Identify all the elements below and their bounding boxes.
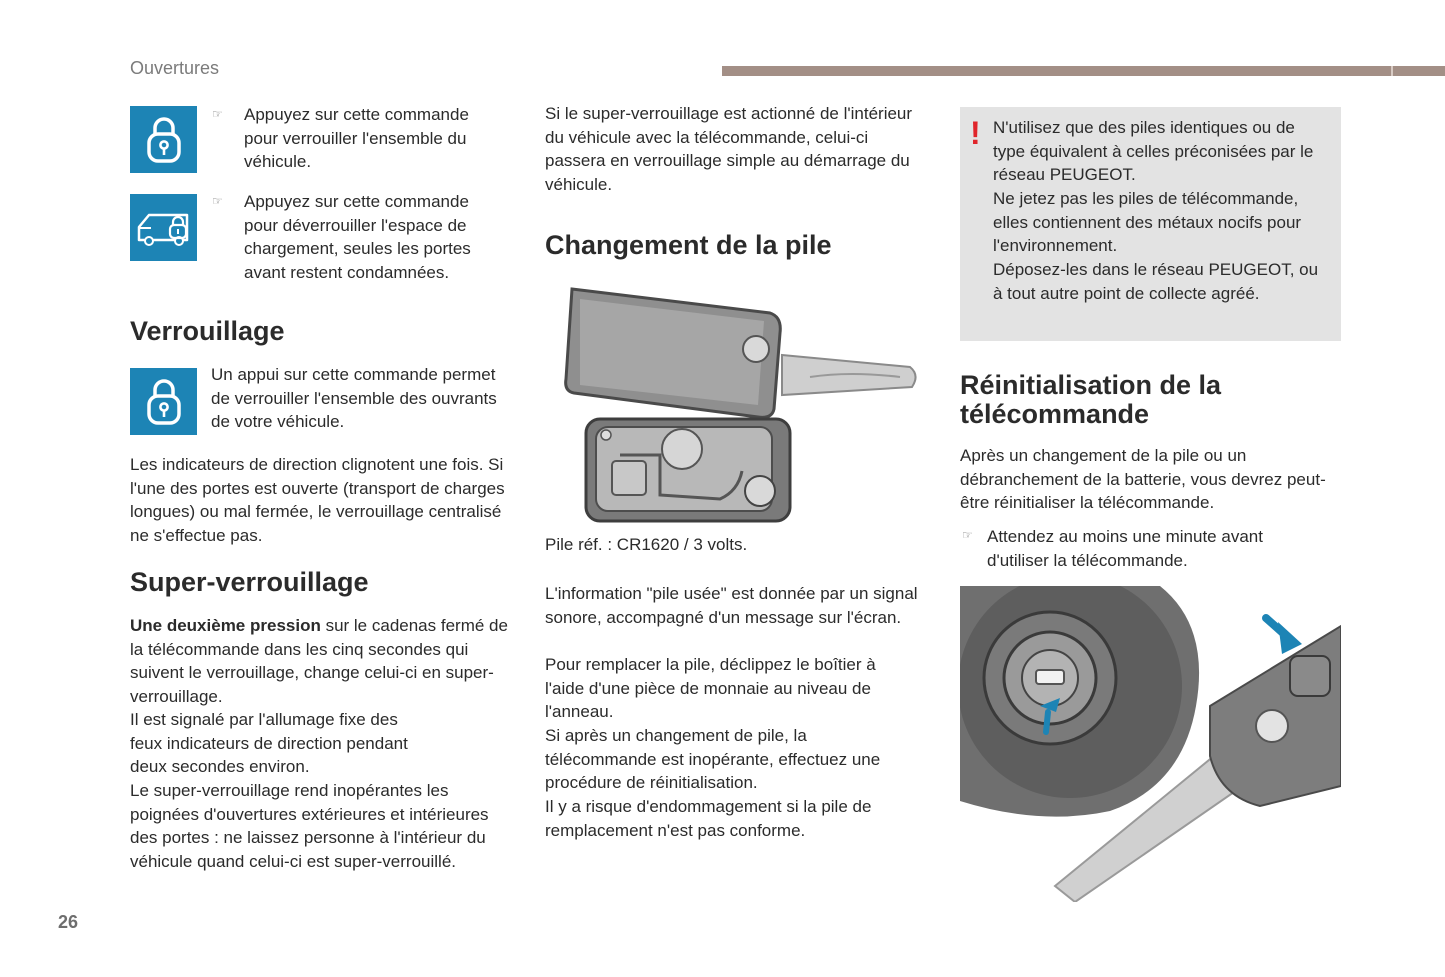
super-verrouillage-heading: Super-verrouillage (130, 567, 369, 597)
padlock-icon (130, 106, 197, 173)
verrouillage-icon-text: Un appui sur cette commande permet de verrouiller l'ensemble des ouvrants de votre véhicule. (211, 365, 497, 432)
reinitialisation-paragraph: Après un changement de la pile ou un débranchement de la batterie, vous devrez peut-être réinitialiser la télécommande. (960, 446, 1326, 513)
pile-reinit-note: Si après un changement de pile, la télécommande est inopérante, effectuez une procédure de réinitialisation. (545, 726, 881, 793)
key-battery-illustration (560, 285, 922, 527)
pile-usee-info: L'information "pile usée" est donnée par un signal sonore, accompagné d'un message sur l'écran. (545, 584, 918, 627)
super-verrouillage-signal: Il est signalé par l'allumage fixe des feux indicateurs de direction pendant deux secondes environ. (130, 710, 408, 777)
warning-icon: ! (970, 115, 981, 151)
emphasis-text: Une deuxième pression (130, 616, 321, 635)
bullet-hand-icon: ☞ (962, 528, 973, 542)
pile-replace-instructions: Pour remplacer la pile, déclippez le boîtier à l'aide d'une pièce de monnaie au niveau de l'anneau. (545, 655, 876, 722)
cmd-unlock-cargo-text: Appuyez sur cette commande pour déverrouiller l'espace de chargement, seules les portes avant restent condamnées. (244, 192, 471, 282)
verrouillage-heading: Verrouillage (130, 316, 285, 346)
page-number: 26 (58, 912, 79, 932)
warning-text-1: N'utilisez que des piles identiques ou de type équivalent à celles préconisées par le réseau PEUGEOT. (993, 118, 1314, 185)
padlock-icon (130, 368, 197, 435)
warning-text-3: Déposez-les dans le réseau PEUGEOT, ou à tout autre point de collecte agréé. (993, 260, 1319, 303)
super-verrouillage-warning: Le super-verrouillage rend inopérantes les poignées d'ouvertures extérieures et intérieures des portes : ne laissez personne à l'intérieur du véhicule quand celui-ci est super-verrouillé. (130, 781, 489, 871)
bullet-hand-icon: ☞ (212, 194, 223, 208)
ignition-key-illustration (960, 586, 1341, 902)
super-verrouillage-interior-note: Si le super-verrouillage est actionné de l'intérieur du véhicule avec la télécommande, celui-ci passera en verrouillage simple au démarrage du véhicule. (545, 104, 913, 194)
van-padlock-icon (130, 194, 197, 261)
reinitialisation-bullet: Attendez au moins une minute avant d'utiliser la télécommande. (987, 527, 1263, 570)
reinitialisation-heading: Réinitialisation de la télécommande (960, 370, 1222, 429)
battery-caption: Pile réf. : CR1620 / 3 volts. (545, 535, 748, 554)
cmd-lock-text: Appuyez sur cette commande pour verrouiller l'ensemble du véhicule. (244, 105, 469, 172)
super-verrouillage-text: sur le cadenas fermé de la télécommande dans les cinq secondes qui suivent le verrouillage, change celui-ci en super-verrouillage. (130, 616, 508, 706)
section-title: Ouvertures (130, 58, 220, 78)
header-divider-bar (722, 66, 1445, 76)
super-verrouillage-paragraph (130, 614, 515, 708)
bullet-hand-icon: ☞ (212, 107, 223, 121)
verrouillage-paragraph: Les indicateurs de direction clignotent une fois. Si l'une des portes est ouverte (transport de charges longues) ou mal fermée, le verrouillage centralisé ne s'effectue pas. (130, 455, 505, 545)
changement-pile-heading: Changement de la pile (545, 230, 832, 260)
warning-text-2: Ne jetez pas les piles de télécommande, elles contiennent des métaux nocifs pour l'environnement. (993, 189, 1302, 256)
pile-damage-warning: Il y a risque d'endommagement si la pile de remplacement n'est pas conforme. (545, 797, 872, 840)
